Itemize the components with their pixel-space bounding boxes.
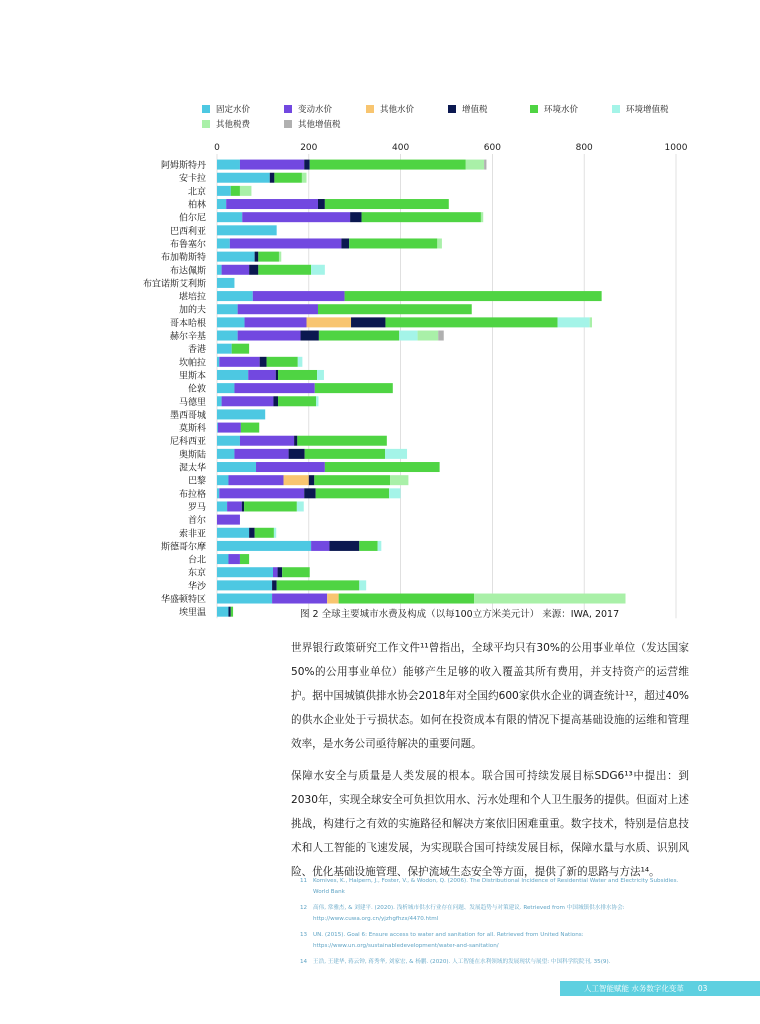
x-tick-label: 0 bbox=[214, 143, 220, 153]
bar-segment bbox=[217, 357, 219, 367]
bar-segment bbox=[249, 528, 255, 538]
bar-segment bbox=[307, 317, 352, 327]
bar-segment bbox=[217, 567, 273, 577]
bar-segment bbox=[217, 317, 245, 327]
legend-item bbox=[366, 103, 448, 115]
bar-segment bbox=[277, 580, 360, 590]
bar-segment bbox=[217, 554, 228, 564]
category-label: 首尔 bbox=[187, 516, 206, 527]
bar-segment bbox=[274, 528, 276, 538]
category-label: 柏林 bbox=[187, 200, 206, 211]
chart-legend bbox=[202, 101, 722, 131]
bar-segment bbox=[301, 331, 319, 341]
bar-segment bbox=[234, 383, 314, 393]
bar-segment bbox=[311, 541, 329, 551]
bar-segment bbox=[437, 238, 442, 248]
bar-segment bbox=[217, 238, 230, 248]
bar-segment bbox=[297, 436, 387, 446]
bar-segment bbox=[217, 528, 249, 538]
category-label: 罗马 bbox=[187, 502, 206, 513]
bar-segment bbox=[399, 331, 417, 341]
body-paragraph-1: 世界银行政策研究工作文件¹¹曾指出，全球平均只有30%的公用事业单位（发达国家50%的公用事业单位）能够产生足够的收入覆盖其所有费用，并支持资产的运营维护。据中国城镇供排水协会2018年对全国约600家供水企业的调查统计¹²，超过40%的供水企业处于亏损状态。如何在投资成本有限的情况下提高基础设施的运维和管理效率，是水务公司亟待解决的重要问题。 bbox=[291, 642, 689, 750]
bar-segment bbox=[217, 594, 272, 604]
bar-segment bbox=[294, 436, 297, 446]
bar-segment bbox=[217, 409, 265, 419]
legend-swatch bbox=[284, 120, 292, 128]
legend-item bbox=[448, 103, 530, 115]
bar-segment bbox=[217, 160, 240, 170]
category-label: 堪培拉 bbox=[178, 292, 206, 303]
reference-number: 14 bbox=[300, 959, 308, 965]
bar-segment bbox=[217, 212, 242, 222]
category-label: 哥本哈根 bbox=[169, 318, 206, 329]
legend-item bbox=[202, 118, 284, 130]
bar-segment bbox=[311, 265, 325, 275]
bar-segment bbox=[217, 462, 256, 472]
bar-segment bbox=[245, 317, 307, 327]
reference-item bbox=[300, 876, 690, 897]
bar-segment bbox=[217, 344, 232, 354]
bar-segment bbox=[226, 199, 318, 209]
bar-segment bbox=[276, 370, 278, 380]
bar-segment bbox=[219, 357, 259, 367]
legend-swatch bbox=[284, 105, 292, 113]
category-label: 北京 bbox=[187, 187, 206, 198]
bar-segment bbox=[217, 291, 253, 301]
bar-segment bbox=[329, 541, 359, 551]
bar-segment bbox=[297, 501, 304, 511]
bar-segment bbox=[316, 488, 389, 498]
bar-segment bbox=[255, 252, 259, 262]
category-label: 布宜诺斯艾利斯 bbox=[142, 279, 206, 290]
bar-segment bbox=[385, 317, 557, 327]
reference-text: 王浩, 王建华, 蒋云钟, 蒋秀华, 刘家宏, & 杨鹏. (2020). 人工智能在水利领域的发展现状与展望: 中国科学院院刊, 35(9). bbox=[313, 959, 611, 965]
bar-segment bbox=[258, 265, 311, 275]
category-label: 巴黎 bbox=[187, 476, 206, 487]
bar-segment bbox=[418, 331, 439, 341]
bar-segment bbox=[273, 567, 278, 577]
bar-segment bbox=[217, 186, 231, 196]
bar-segment bbox=[378, 541, 382, 551]
bar-segment bbox=[231, 186, 240, 196]
bar-segment bbox=[219, 488, 304, 498]
bar-segment bbox=[217, 278, 234, 288]
bar-segment bbox=[590, 317, 592, 327]
category-label: 巴西利亚 bbox=[169, 226, 206, 237]
legend-item bbox=[284, 103, 366, 115]
category-label: 布加勒斯特 bbox=[160, 253, 206, 264]
category-label: 东京 bbox=[187, 568, 206, 579]
category-label: 加的夫 bbox=[178, 305, 206, 316]
bar-segment bbox=[474, 594, 625, 604]
bar-segment bbox=[304, 160, 310, 170]
bar-segment bbox=[240, 160, 304, 170]
bar-segment bbox=[304, 488, 315, 498]
legend-swatch bbox=[366, 105, 374, 113]
category-label: 奥斯陆 bbox=[178, 450, 206, 461]
bar-segment bbox=[217, 304, 238, 314]
category-label: 渥太华 bbox=[178, 463, 206, 474]
bar-segment bbox=[217, 265, 222, 275]
bar-segment bbox=[217, 436, 240, 446]
footer-bar bbox=[560, 981, 760, 996]
bar-segment bbox=[238, 331, 301, 341]
category-label: 马德里 bbox=[178, 397, 206, 408]
bar-segment bbox=[341, 238, 349, 248]
bar-segment bbox=[314, 475, 390, 485]
category-label: 伦敦 bbox=[187, 384, 206, 395]
bar-segment bbox=[228, 475, 283, 485]
bar-segment bbox=[217, 252, 255, 262]
reference-item bbox=[300, 930, 690, 951]
page-number: 03 bbox=[697, 984, 708, 993]
bar-segment bbox=[217, 488, 219, 498]
bar-segment bbox=[232, 344, 249, 354]
reference-number: 13 bbox=[300, 932, 308, 938]
bar-segment bbox=[279, 252, 281, 262]
bar-segment bbox=[217, 515, 240, 525]
category-label: 坎帕拉 bbox=[178, 358, 206, 369]
bar-segment bbox=[231, 607, 233, 617]
category-label: 香港 bbox=[187, 345, 206, 356]
legend-label: 其他水价 bbox=[380, 104, 415, 115]
bar-segment bbox=[238, 304, 318, 314]
reference-item bbox=[300, 903, 690, 924]
reference-text: UN. (2015). Goal 6: Ensure access to water and sanitation for all. Retrieved from United Nations: https://www.un.org/sustainabledevelopment/water-and-sanitation/ bbox=[313, 932, 584, 949]
bar-segment bbox=[244, 501, 297, 511]
category-label: 伯尔尼 bbox=[178, 213, 206, 224]
bar-segment bbox=[302, 173, 307, 183]
x-tick-label: 600 bbox=[483, 143, 501, 153]
bar-segment bbox=[249, 265, 258, 275]
legend-item bbox=[530, 103, 612, 115]
category-label: 华沙 bbox=[187, 581, 206, 592]
legend-label: 变动水价 bbox=[298, 104, 333, 115]
bar-segment bbox=[305, 449, 385, 459]
category-label: 布拉格 bbox=[178, 489, 206, 500]
bar-segment bbox=[217, 475, 228, 485]
category-label: 里斯本 bbox=[178, 371, 206, 382]
bar-segment bbox=[217, 541, 311, 551]
bar-segment bbox=[339, 594, 474, 604]
category-label: 布鲁塞尔 bbox=[169, 239, 206, 250]
bar-segment bbox=[315, 383, 393, 393]
bar-segment bbox=[255, 528, 274, 538]
bar-segment bbox=[230, 238, 342, 248]
bar-segment bbox=[217, 396, 222, 406]
references bbox=[300, 876, 690, 974]
bar-segment bbox=[284, 475, 309, 485]
category-label: 索非亚 bbox=[178, 529, 206, 540]
bar-segment bbox=[227, 501, 242, 511]
legend-label: 增值税 bbox=[462, 104, 488, 115]
bar-segment bbox=[217, 580, 272, 590]
bar-segment bbox=[389, 488, 400, 498]
bar-segment bbox=[218, 423, 241, 433]
bar-segment bbox=[359, 580, 366, 590]
bar-segment bbox=[222, 265, 250, 275]
body-paragraph-2: 保障水安全与质量是人类发展的根本。联合国可持续发展目标SDG6¹³中提出：到2030年，实现全球安全可负担饮用水、污水处理和个人卫生服务的提供。但面对上述挑战，构建行之有效的实施路径和解决方案依旧困难重重。数字技术，特别是信息技术和人工智能的飞速发展，为实现联合国可持续发展目标，保障水量与水质、识别风险、优化基础设施管理、保护流域生态安全等方面，提供了新的思路与方法¹⁴。 bbox=[291, 770, 689, 878]
legend-label: 固定水价 bbox=[216, 104, 251, 115]
legend-label: 其他增值税 bbox=[298, 119, 341, 130]
bar-segment bbox=[481, 212, 483, 222]
category-label: 莫斯科 bbox=[178, 424, 206, 435]
reference-item bbox=[300, 957, 690, 968]
bar-segment bbox=[260, 357, 267, 367]
reference-number: 11 bbox=[300, 878, 308, 884]
category-label: 台北 bbox=[187, 555, 206, 566]
category-label: 赫尔辛基 bbox=[169, 332, 206, 343]
bar-segment bbox=[316, 396, 318, 406]
bar-segment bbox=[289, 449, 305, 459]
bar-segment bbox=[272, 594, 327, 604]
legend-label: 其他税费 bbox=[216, 119, 251, 130]
category-label: 布达佩斯 bbox=[169, 266, 206, 277]
bar-segment bbox=[240, 436, 294, 446]
bar-segment bbox=[217, 199, 226, 209]
bar-segment bbox=[253, 291, 345, 301]
bar-segment bbox=[267, 357, 298, 367]
bar-segment bbox=[359, 541, 377, 551]
bar-segment bbox=[351, 317, 385, 327]
bar-segment bbox=[242, 501, 244, 511]
bar-segment bbox=[240, 554, 249, 564]
legend-item bbox=[284, 118, 366, 130]
bar-segment bbox=[318, 199, 325, 209]
bar-segment bbox=[310, 160, 466, 170]
legend-swatch bbox=[202, 105, 210, 113]
bar-segment bbox=[228, 554, 239, 564]
bar-segment bbox=[318, 304, 472, 314]
legend-swatch bbox=[448, 105, 456, 113]
bar-segment bbox=[317, 370, 324, 380]
bar-segment bbox=[234, 449, 288, 459]
bar-segment bbox=[345, 291, 602, 301]
category-label: 埃里温 bbox=[178, 608, 206, 619]
bar-segment bbox=[217, 331, 238, 341]
reference-number: 12 bbox=[300, 905, 308, 911]
x-tick-label: 200 bbox=[300, 143, 318, 153]
bar-segment bbox=[241, 423, 259, 433]
bar-segment bbox=[248, 370, 276, 380]
bar-segment bbox=[484, 160, 486, 170]
bar-segment bbox=[558, 317, 590, 327]
category-label: 华盛顿特区 bbox=[160, 595, 206, 606]
bar-segment bbox=[319, 331, 399, 341]
bar-segment bbox=[256, 462, 325, 472]
bar-segment bbox=[466, 160, 484, 170]
reference-text: 高伟, 常雅杰, & 刘建平. (2020). 浅析城市供水行业存在问题、发展趋势与对策建议. Retrieved from 中国城镇供水排水协会: http://www.cuwa.org.cn/yjzhgfhzx/4470.html bbox=[313, 905, 625, 922]
bar-segment bbox=[217, 370, 248, 380]
bar-segment bbox=[278, 370, 317, 380]
legend-swatch bbox=[612, 105, 620, 113]
bar-segment bbox=[278, 396, 316, 406]
bar-segment bbox=[362, 212, 481, 222]
bar-segment bbox=[298, 357, 303, 367]
figure-caption: 图 2 全球主要城市水费及构成（以每100立方米美元计） 来源：IWA, 2017 bbox=[300, 609, 620, 620]
bar-segment bbox=[270, 173, 275, 183]
bar-segment bbox=[349, 238, 437, 248]
bar-segment bbox=[327, 594, 338, 604]
bar-segment bbox=[282, 567, 310, 577]
category-label: 墨西哥城 bbox=[169, 410, 206, 421]
bar-segment bbox=[390, 475, 408, 485]
bar-segment bbox=[385, 449, 407, 459]
bar-segment bbox=[438, 331, 444, 341]
bar-segment bbox=[217, 607, 228, 617]
bar-segment bbox=[240, 186, 251, 196]
bar-segment bbox=[272, 580, 277, 590]
bar-segment bbox=[228, 607, 230, 617]
bar-segment bbox=[217, 423, 218, 433]
bar-segment bbox=[217, 501, 227, 511]
bar-segment bbox=[325, 199, 449, 209]
bar-segment bbox=[217, 449, 234, 459]
legend-swatch bbox=[202, 120, 210, 128]
category-label: 斯德哥尔摩 bbox=[160, 542, 206, 553]
bar-segment bbox=[273, 396, 278, 406]
bar-segment bbox=[222, 396, 274, 406]
category-label: 安卡拉 bbox=[178, 174, 206, 185]
footer-title: 人工智能赋能 水务数字化变革 bbox=[584, 984, 684, 993]
bar-segment bbox=[217, 225, 277, 235]
bar-segment bbox=[217, 383, 234, 393]
legend-item bbox=[202, 103, 284, 115]
bar-segment bbox=[325, 462, 440, 472]
x-tick-label: 800 bbox=[575, 143, 593, 153]
legend-swatch bbox=[530, 105, 538, 113]
bar-segment bbox=[278, 567, 283, 577]
bar-segment bbox=[350, 212, 361, 222]
bar-segment bbox=[242, 212, 350, 222]
legend-row bbox=[202, 101, 722, 116]
reference-text: Komives, K., Halpern, J., Foster, V., & Wodon, Q. (2006). The Distributional Incidence of Residential Water and Electricity Subsidies. World Bank bbox=[313, 878, 679, 895]
legend-row bbox=[202, 116, 722, 131]
category-label: 阿姆斯特丹 bbox=[160, 161, 206, 172]
legend-label: 环境增值税 bbox=[626, 104, 669, 115]
bar-segment bbox=[274, 173, 302, 183]
legend-label: 环境水价 bbox=[544, 104, 579, 115]
bar-segment bbox=[217, 173, 270, 183]
bar-segment bbox=[258, 252, 279, 262]
x-tick-label: 1000 bbox=[664, 143, 688, 153]
legend-item bbox=[612, 103, 694, 115]
bar-segment bbox=[309, 475, 315, 485]
category-label: 尼科西亚 bbox=[169, 437, 206, 448]
x-tick-label: 400 bbox=[392, 143, 410, 153]
